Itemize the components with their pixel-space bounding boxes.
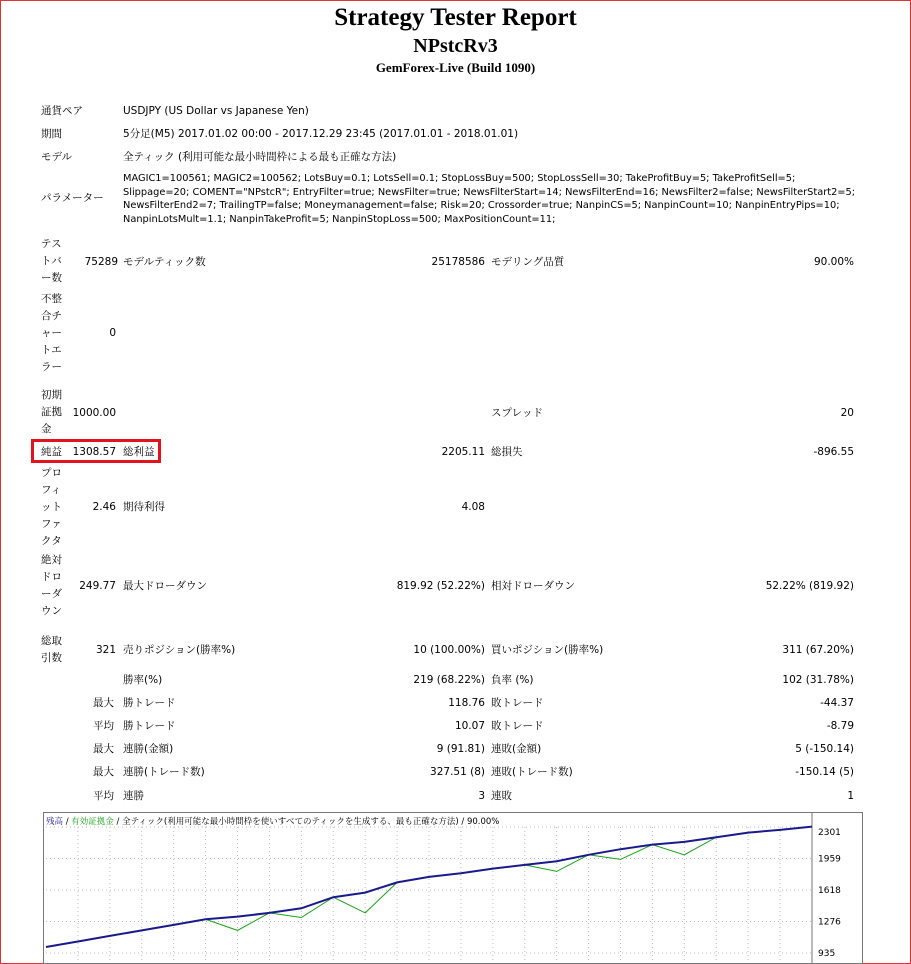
balance-line: [46, 827, 812, 947]
largest-win-value: 118.76: [448, 697, 485, 709]
params-label: パラメーター: [41, 192, 104, 204]
rel-dd-label: 相対ドローダウン: [491, 580, 575, 592]
model-label: モデル: [41, 151, 72, 163]
cons-lossc-label: 連敗(トレード数): [491, 766, 573, 778]
gross-profit-label: 総利益: [123, 446, 155, 458]
abs-dd-value: 249.77: [79, 580, 116, 592]
report-title: Strategy Tester Report: [334, 4, 577, 31]
avg-label-2: 平均: [93, 790, 114, 802]
server-build: GemForex-Live (Build 1090): [375, 60, 536, 75]
gross-loss-value: -896.55: [813, 446, 854, 458]
symbol-value: USDJPY (US Dollar vs Japanese Yen): [123, 105, 309, 117]
model-value: 全ティック (利用可能な最小時間枠による最も正確な方法): [123, 151, 397, 163]
cons-win-value: 9 (91.81): [436, 743, 485, 755]
deposit-label: 初期証拠金: [41, 389, 62, 435]
quality-value: 90.00%: [813, 256, 854, 268]
short-value: 10 (100.00%): [413, 644, 485, 656]
spread-label: スプレッド: [491, 407, 543, 419]
cons-lossc-value: -150.14 (5): [795, 766, 854, 778]
abs-dd-label: 絶対ドローダウン: [41, 554, 62, 617]
pf-value: 2.46: [92, 501, 116, 513]
avg-win-value: 10.07: [454, 720, 485, 732]
y-tick-label: 1276: [818, 917, 841, 928]
balance-chart: [43, 812, 863, 964]
gross-profit-value: 2205.11: [441, 446, 485, 458]
spread-value: 20: [840, 407, 854, 419]
max-label-3: 最大: [93, 766, 114, 778]
cons-win-label: 連勝(金額): [123, 743, 174, 755]
symbol-label: 通貨ペア: [41, 105, 83, 117]
chart-svg: [44, 813, 863, 964]
cons-profit-label: 連勝(トレード数): [123, 766, 205, 778]
max-dd-label: 最大ドローダウン: [123, 580, 207, 592]
bars-value: 75289: [84, 256, 118, 268]
chart-legend: [46, 815, 499, 827]
y-tick-label: 1618: [818, 886, 841, 896]
avg-label-1: 平均: [93, 720, 114, 732]
legend-equity: 有効証拠金: [71, 817, 114, 827]
trades-value: 321: [95, 644, 116, 656]
ticks-value: 25178586: [431, 256, 485, 268]
mismatch-value: 0: [109, 327, 116, 339]
params-value: MAGIC1=100561; MAGIC2=100562; LotsBuy=0.1; LotsSell=0.1; StopLossBuy=500; StopLossSell=30; TakeProfitBuy=5; TakeProfitSell=5; Slippage=20; COMENT="NPstcR"; EntryFilter=true; NewsFilter=true; NewsFilterStart=14; NewsFilterEnd=16; NewsFilter2=false; NewsFilterStart2=5; NewsFilterEnd2=7; TrailingTP=false; Moneymanagement=false; Risk=20; Crossorder=true; NanpinCS=5; NanpinCount=10; NanpinEntryPips=10; NanpinLotsMult=1.1; NanpinTakeProfit=5; NanpinStopLoss=500; MaxPositionCount=11;: [123, 173, 856, 225]
deposit-value: 1000.00: [72, 407, 116, 419]
avg-cwin-value: 3: [478, 790, 485, 802]
legend-separator: /: [63, 817, 72, 827]
ea-name: NPstcRv3: [413, 35, 498, 57]
max-label-2: 最大: [93, 743, 114, 755]
gross-loss-label: 総損失: [491, 446, 523, 458]
avg-closs-value: 1: [847, 790, 854, 802]
avg-closs-label: 連敗: [491, 790, 512, 802]
loss-label: 負率 (%): [491, 674, 534, 686]
cons-loss-label: 連敗(金額): [491, 743, 542, 755]
largest-win-label: 勝トレード: [123, 697, 176, 709]
bars-label: テストバー数: [41, 238, 62, 284]
avg-loss-label: 敗トレード: [491, 720, 544, 732]
long-label: 買いポジション(勝率%): [491, 644, 604, 656]
trades-label: 総取引数: [41, 635, 62, 664]
loss-value: 102 (31.78%): [782, 674, 854, 686]
payoff-label: 期待利得: [123, 501, 165, 513]
largest-loss-value: -44.37: [820, 697, 854, 709]
y-tick-label: 2301: [818, 828, 841, 838]
avg-win-label: 勝トレード: [123, 720, 176, 732]
legend-description: / 全ティック(利用可能な最小時間枠を使いすべてのティックを生成する、最も正確な方法) / 90.00%: [113, 817, 500, 827]
ticks-label: モデルティック数: [123, 256, 206, 268]
cons-loss-value: 5 (-150.14): [795, 743, 854, 755]
period-label: 期間: [41, 128, 62, 140]
highlight-box: [31, 439, 161, 463]
max-dd-value: 819.92 (52.22%): [396, 580, 485, 592]
avg-loss-value: -8.79: [826, 720, 854, 732]
long-value: 311 (67.20%): [782, 644, 854, 656]
largest-loss-label: 敗トレード: [491, 697, 544, 709]
equity-line: [46, 827, 812, 947]
y-tick-label: 1959: [818, 854, 841, 865]
win-label: 勝率(%): [123, 674, 163, 686]
short-label: 売りポジション(勝率%): [123, 644, 236, 656]
mismatch-label: 不整合チャートエラー: [41, 293, 62, 373]
max-label-1: 最大: [93, 697, 114, 709]
payoff-value: 4.08: [461, 501, 485, 513]
avg-cwin-label: 連勝: [123, 790, 144, 802]
cons-profit-value: 327.51 (8): [430, 766, 485, 778]
rel-dd-value: 52.22% (819.92): [765, 580, 854, 592]
period-value: 5分足(M5) 2017.01.02 00:00 - 2017.12.29 23:45 (2017.01.01 - 2018.01.01): [123, 128, 519, 140]
win-value: 219 (68.22%): [413, 674, 485, 686]
pf-label: プロフィットファクタ: [41, 467, 62, 547]
quality-label: モデリング品質: [491, 256, 565, 268]
y-tick-label: 935: [818, 949, 836, 959]
net-value: 1308.57: [72, 446, 116, 458]
net-label: 純益: [41, 446, 62, 458]
legend-balance: 残高: [46, 817, 64, 827]
